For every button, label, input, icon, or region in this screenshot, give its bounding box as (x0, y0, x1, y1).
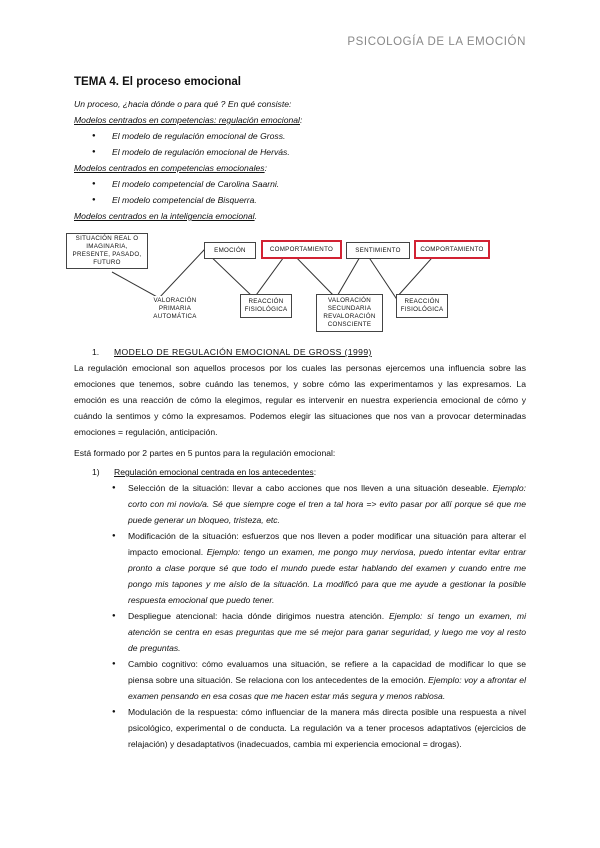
list-item: ● El modelo de regulación emocional de Gross. (74, 128, 526, 144)
diagram-physiological-reaction-2: REACCIÓN FISIOLÓGICA (396, 294, 448, 318)
section-paragraph: La regulación emocional son aquellos procesos por los cuales las personas ejercemos una influencia sobre las emociones que tenemos, sobre cuándo las tenemos, y sobre cómo las experimentamos y las expresamos. La emoción es una reacción de cómo la elegimos, regular es intervenir en nuestra experiencia emocional de cómo y cuándo la sentimos y cómo la expresamos. Podemos elegir las situaciones que nos van a provocar determinadas emociones = regulación, anticipación. (74, 363, 526, 437)
models-list-regulation (74, 128, 526, 160)
section-heading: 1. MODELO DE REGULACIÓN EMOCIONAL DE GROSS (1999) (92, 347, 372, 357)
list-item: ● Cambio cognitivo: cómo evaluamos una situación, se refiere a la capacidad de modificar lo que se piensa sobre una situación. Se relaciona con los antecedentes de la emoción. Ejemplo: voy a afrontar el examen pensando en esa cosas que me hacen estar más segura y menos rabiosa. (128, 656, 526, 704)
list-item: ● Modulación de la respuesta: cómo influenciar de la manera más directa posible una respuesta a nivel psicológico, experimental o de conducta. La regulación va a tener procesos adaptativos (ejercicios de relajación) y desadaptativos (inadecuados, cambia mi experiencia emocional = drogas). (128, 704, 526, 752)
list-item: ● El modelo competencial de Bisquerra. (74, 192, 526, 208)
models-heading-regulation: Modelos centrados en competencias: regulación emocional: (74, 115, 303, 125)
list-item: ● El modelo competencial de Carolina Saarni. (74, 176, 526, 192)
models-heading-emotional: Modelos centrados en competencias emocionales: (74, 163, 267, 173)
models-list-emotional (74, 176, 526, 208)
diagram-feeling-box: SENTIMIENTO (346, 242, 410, 259)
list-item: ● Selección de la situación: llevar a cabo acciones que nos lleven a una situación deseable. Ejemplo: corto con mi novio/a. Sé que siempre coge el tren a tal hora => evito pasar por allí porque sé que me puede generar un bloqueo, tristeza, etc. (128, 480, 526, 528)
page-title: TEMA 4. El proceso emocional (74, 76, 242, 88)
subsection-heading: 1) Regulación emocional centrada en los antecedentes: (92, 467, 317, 477)
diagram-primary-appraisal: VALORACIÓN PRIMARIA AUTOMÁTICA (144, 296, 206, 322)
diagram-behavior-box-2: COMPORTAMIENTO (414, 240, 490, 259)
diagram-emotion-box: EMOCIÓN (204, 242, 256, 259)
list-item: ● Despliegue atencional: hacia dónde dirigimos nuestra atención. Ejemplo: si tengo un examen, mi atención se centra en esas preguntas que me sé mejor para ganar seguridad, y luego me voy al resto de preguntas. (128, 608, 526, 656)
diagram-behavior-box: COMPORTAMIENTO (261, 240, 342, 259)
models-heading-intelligence: Modelos centrados en la inteligencia emocional. (74, 211, 257, 221)
document-body (74, 74, 526, 752)
subsection-title: Regulación emocional centrada en los antecedentes (114, 467, 314, 477)
page-header: PSICOLOGÍA DE LA EMOCIÓN (347, 36, 526, 48)
diagram-secondary-appraisal: VALORACIÓN SECUNDARIA REVALORACIÓN CONSCIENTE (316, 294, 383, 332)
intro-question: Un proceso, ¿hacia dónde o para qué ? En qué consiste: (74, 99, 292, 109)
emotional-process-diagram (74, 228, 526, 336)
diagram-physiological-reaction: REACCIÓN FISIOLÓGICA (240, 294, 292, 318)
diagram-situation-box: SITUACIÓN REAL O IMAGINARIA, PRESENTE, PASADO, FUTURO (66, 233, 148, 269)
section-title: MODELO DE REGULACIÓN EMOCIONAL DE GROSS (1999) (114, 347, 372, 357)
list-item: ● El modelo de regulación emocional de Hervás. (74, 144, 526, 160)
regulation-points-list (74, 480, 526, 752)
parts-intro: Está formado por 2 partes en 5 puntos para la regulación emocional: (74, 448, 336, 458)
list-item: ● Modificación de la situación: esfuerzos que nos lleven a poder modificar una situación para alterar el impacto emocional. Ejemplo: tengo un examen, me pongo muy nerviosa, puedo intentar evitar entrar pronto a clase porque sé que todo el mundo puede estar hablando del examen y cuando entre me pongo mis tapones y me aíslo de la situación. La modificó para que me ayude a gestionar la posible respuesta emocional que puedo tener. (128, 528, 526, 608)
